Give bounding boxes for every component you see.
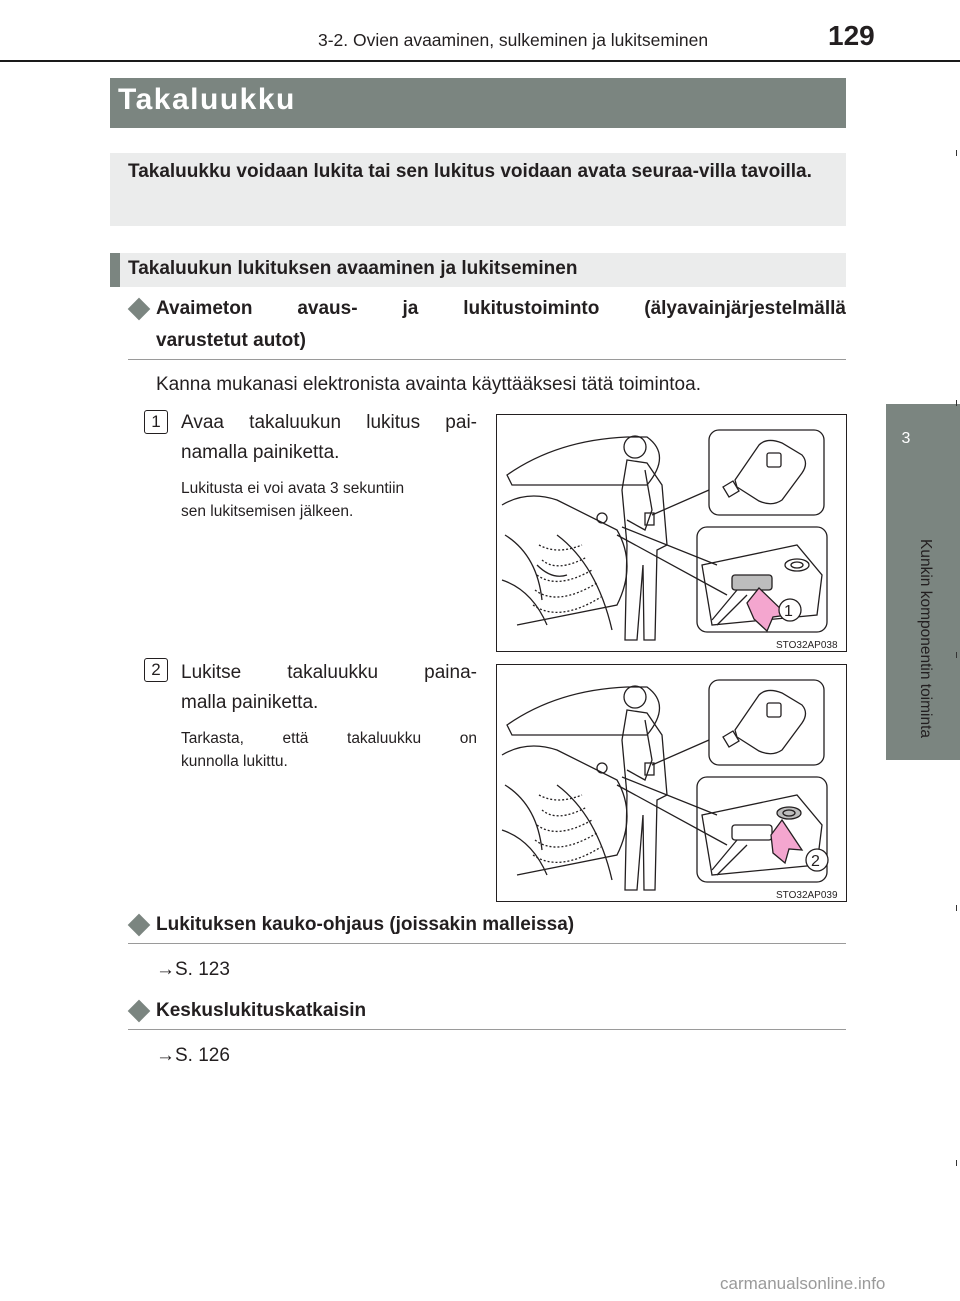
subheading-rule — [128, 943, 846, 944]
step-1-note-line2: sen lukitsemisen jälkeen. — [181, 503, 354, 520]
page-title: Takaluukku — [118, 83, 296, 116]
section-header: Takaluukun lukituksen avaaminen ja lukitseminen — [128, 258, 578, 279]
watermark: carmanualsonline.info — [720, 1274, 886, 1293]
margin-tick — [956, 905, 957, 911]
diamond-bullet-icon — [128, 914, 151, 937]
margin-tick — [956, 400, 957, 406]
smart-entry-heading-line2: varustetut autot) — [156, 330, 306, 351]
margin-tick — [956, 652, 957, 658]
step-1-badge: 1 — [144, 410, 168, 434]
remote-heading: Lukituksen kauko-ohjaus (joissakin malleissa) — [156, 914, 575, 935]
figure-2-callout: 2 — [811, 853, 820, 870]
header-rule — [0, 60, 960, 62]
step-2-text-line2: malla painiketta. — [181, 692, 319, 713]
step-1-note-line1: Lukitusta ei voi avata 3 sekuntiin — [181, 480, 405, 497]
remote-reference-link[interactable]: →S. 123 — [156, 959, 230, 980]
step-2-note-line1: Tarkasta, että takaluukku on — [181, 730, 477, 747]
step-2-text-line1: Lukitse takaluukku paina- — [181, 662, 477, 683]
tailgate-lock-illustration — [497, 665, 846, 901]
subheading-rule — [128, 1029, 846, 1030]
smart-entry-heading-line1: Avaimeton avaus- ja lukitustoiminto (älyavainjärjestelmällä — [156, 298, 846, 319]
central-lock-heading: Keskuslukituskatkaisin — [156, 1000, 367, 1021]
subheading-rule — [128, 359, 846, 360]
page-number: 129 — [828, 20, 875, 51]
running-header: 3-2. Ovien avaaminen, sulkeminen ja lukitseminen — [318, 30, 709, 50]
margin-tick — [956, 1160, 957, 1166]
intro-text: Takaluukku voidaan lukita tai sen lukitus voidaan avata seuraa-villa tavoilla. — [128, 161, 812, 182]
diamond-bullet-icon — [128, 1000, 151, 1023]
step-2-badge: 2 — [144, 658, 168, 682]
figure-lock-illustration — [496, 664, 847, 902]
chapter-label: Kunkin komponentin toiminta — [917, 539, 934, 739]
figure-unlock-illustration — [496, 414, 847, 652]
step-1-text-line1: Avaa takaluukun lukitus pai- — [181, 412, 477, 433]
chapter-number: 3 — [901, 430, 911, 447]
tailgate-unlock-illustration — [497, 415, 846, 651]
figure-2-code: STO32AP039 — [776, 890, 838, 901]
central-lock-reference-link[interactable]: →S. 126 — [156, 1045, 230, 1066]
step-2-note-line2: kunnolla lukittu. — [181, 753, 288, 770]
smart-entry-description: Kanna mukanasi elektronista avainta käyttääksesi tätä toimintoa. — [156, 374, 701, 395]
diamond-bullet-icon — [128, 298, 151, 321]
figure-1-code: STO32AP038 — [776, 640, 838, 651]
step-1-text-line2: namalla painiketta. — [181, 442, 340, 463]
figure-1-callout: 1 — [784, 603, 793, 620]
margin-tick — [956, 150, 957, 156]
